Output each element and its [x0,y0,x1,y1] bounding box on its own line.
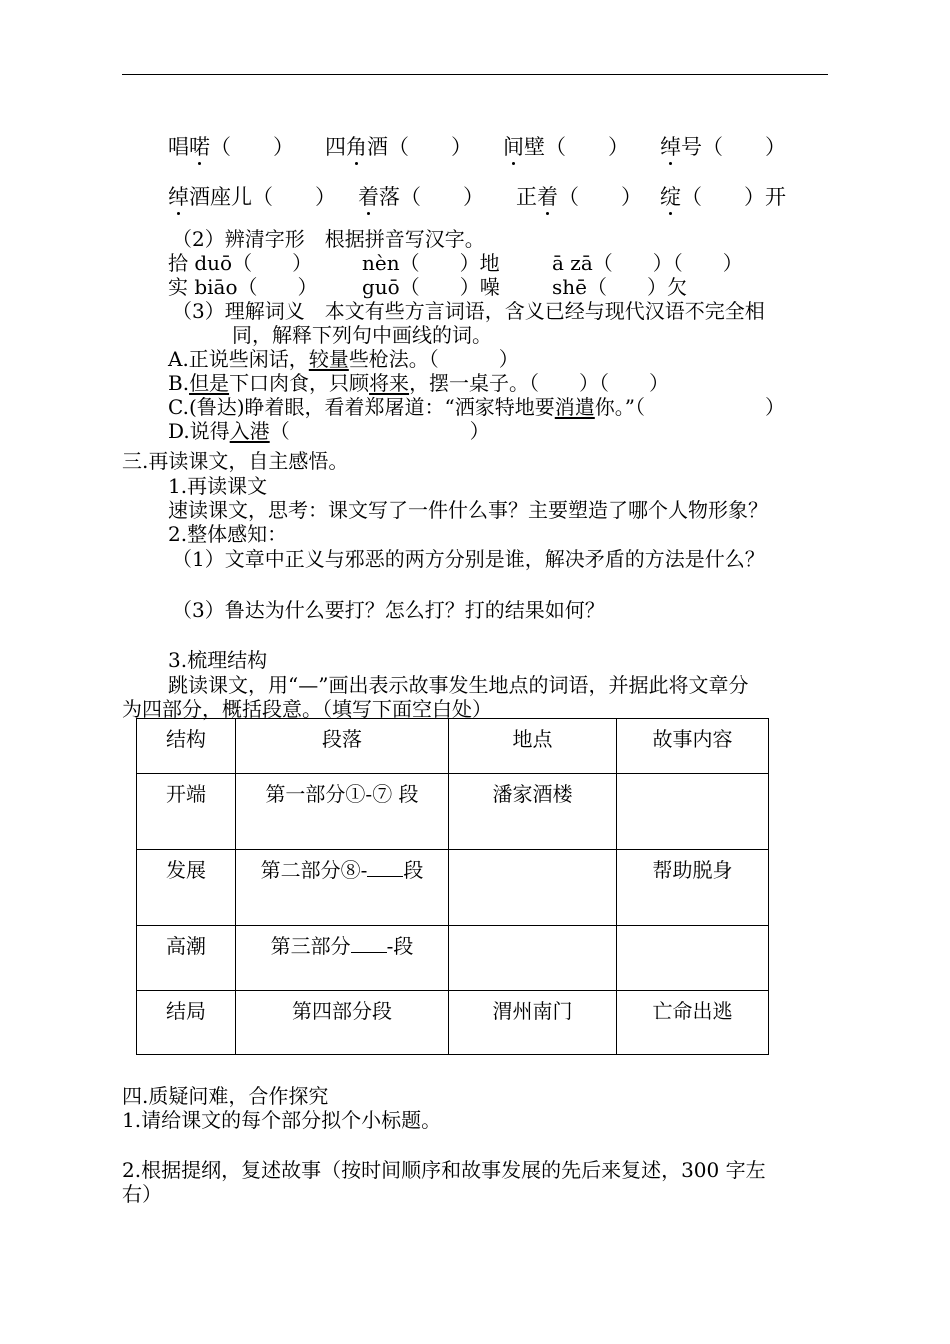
table-cell: 结局 [137,991,236,1055]
q3-title-cont: 同，解释下列句中画线的词。 [232,323,492,347]
s3-p3-line1: 跳读课文，用“—”画出表示故事发生地点的词语，并据此将文章分 [168,673,749,697]
q2-title: （2）辨清字形 根据拼音写汉字。 [172,227,485,251]
s3-p1: 1.再读课文 [168,474,268,498]
section-4-heading: 四.质疑问难，合作探究 [122,1084,329,1108]
q1-item-zhengzhao: 正着（ ） [516,185,642,209]
q2-item-she: shē（ ）欠 [552,275,687,299]
table-row [137,991,769,1055]
structure-table [136,718,769,1055]
table-cell [449,850,617,926]
q3-item-a: A.正说些闲话，较量些枪法。（ ） [168,347,519,371]
q2-item-aza: ā zā（ ）（ ） [552,251,743,275]
s3-p2: 2.整体感知： [168,522,288,546]
s3-p2-q1: （1）文章中正义与邪恶的两方分别是谁，解决矛盾的方法是什么？ [172,547,765,571]
table-cell: 第二部分⑧- 段 [236,850,449,926]
q1-item-jianbi: 间壁（ ） [503,135,629,159]
table-header: 地点 [449,719,617,774]
q1-item-changre: 唱喏（ ） [168,135,294,159]
q1-item-chuojiuzuoer: 绰酒座儿（ ） [168,185,336,209]
table-cell: 开端 [137,774,236,850]
s4-q1: 1.请给课文的每个部分拟个小标题。 [122,1108,442,1132]
table-header-row [137,719,769,774]
s3-p3: 3.梳理结构 [168,648,268,672]
table-cell: 第一部分①-⑦ 段 [236,774,449,850]
q3-title: （3）理解词义 本文有些方言词语，含义已经与现代汉语不完全相 [172,299,765,323]
fill-blank[interactable] [367,858,403,877]
q1-item-chuohao: 绰号（ ） [660,135,786,159]
table-row [137,926,769,991]
table-cell [617,774,769,850]
q2-item-duo: 拾 duō（ ） [168,251,313,275]
table-cell: 亡命出逃 [617,991,769,1055]
q3-item-b: B.但是下口肉食，只顾将来，摆一桌子。（ ）（ ） [168,371,670,395]
s3-p3-line2: 为四部分，概括段意。（填写下面空白处） [122,697,492,721]
s4-q2-cont: 右） [122,1182,162,1206]
table-row [137,774,769,850]
table-cell: 发展 [137,850,236,926]
fill-blank[interactable] [351,934,387,953]
s3-p2-q3: （3）鲁达为什么要打？怎么打？打的结果如何？ [172,598,605,622]
s3-p1-text: 速读课文，思考：课文写了一件什么事？主要塑造了哪个人物形象？ [168,498,768,522]
table-cell: 第四部分段 [236,991,449,1055]
table-header: 段落 [236,719,449,774]
q2-item-biao: 实 biāo（ ） [168,275,318,299]
q1-item-sijiaojiu: 四角酒（ ） [325,135,472,159]
table-cell [449,926,617,991]
table-cell: 潘家酒楼 [449,774,617,850]
header-rule [122,74,828,75]
q3-item-c: C.(鲁达)睁着眼，看着郑屠道：“洒家特地要消遣你。”（ ） [168,395,786,419]
q2-item-guo: guō（ ）噪 [362,275,500,299]
table-header: 故事内容 [617,719,769,774]
table-cell: 高潮 [137,926,236,991]
q3-item-d: D.说得入港（ ） [168,419,490,443]
section-3-heading: 三.再读课文，自主感悟。 [122,449,349,473]
table-cell: 第三部分 -段 [236,926,449,991]
table-cell: 帮助脱身 [617,850,769,926]
q1-item-zhuoluo: 着落（ ） [358,185,484,209]
table-cell [617,926,769,991]
q1-item-zhan: 绽（ ）开 [660,185,786,209]
q2-item-nen: nèn（ ）地 [362,251,500,275]
table-header: 结构 [137,719,236,774]
table-cell: 渭州南门 [449,991,617,1055]
table-row [137,850,769,926]
s4-q2: 2.根据提纲，复述故事（按时间顺序和故事发展的先后来复述，300 字左 [122,1158,766,1182]
